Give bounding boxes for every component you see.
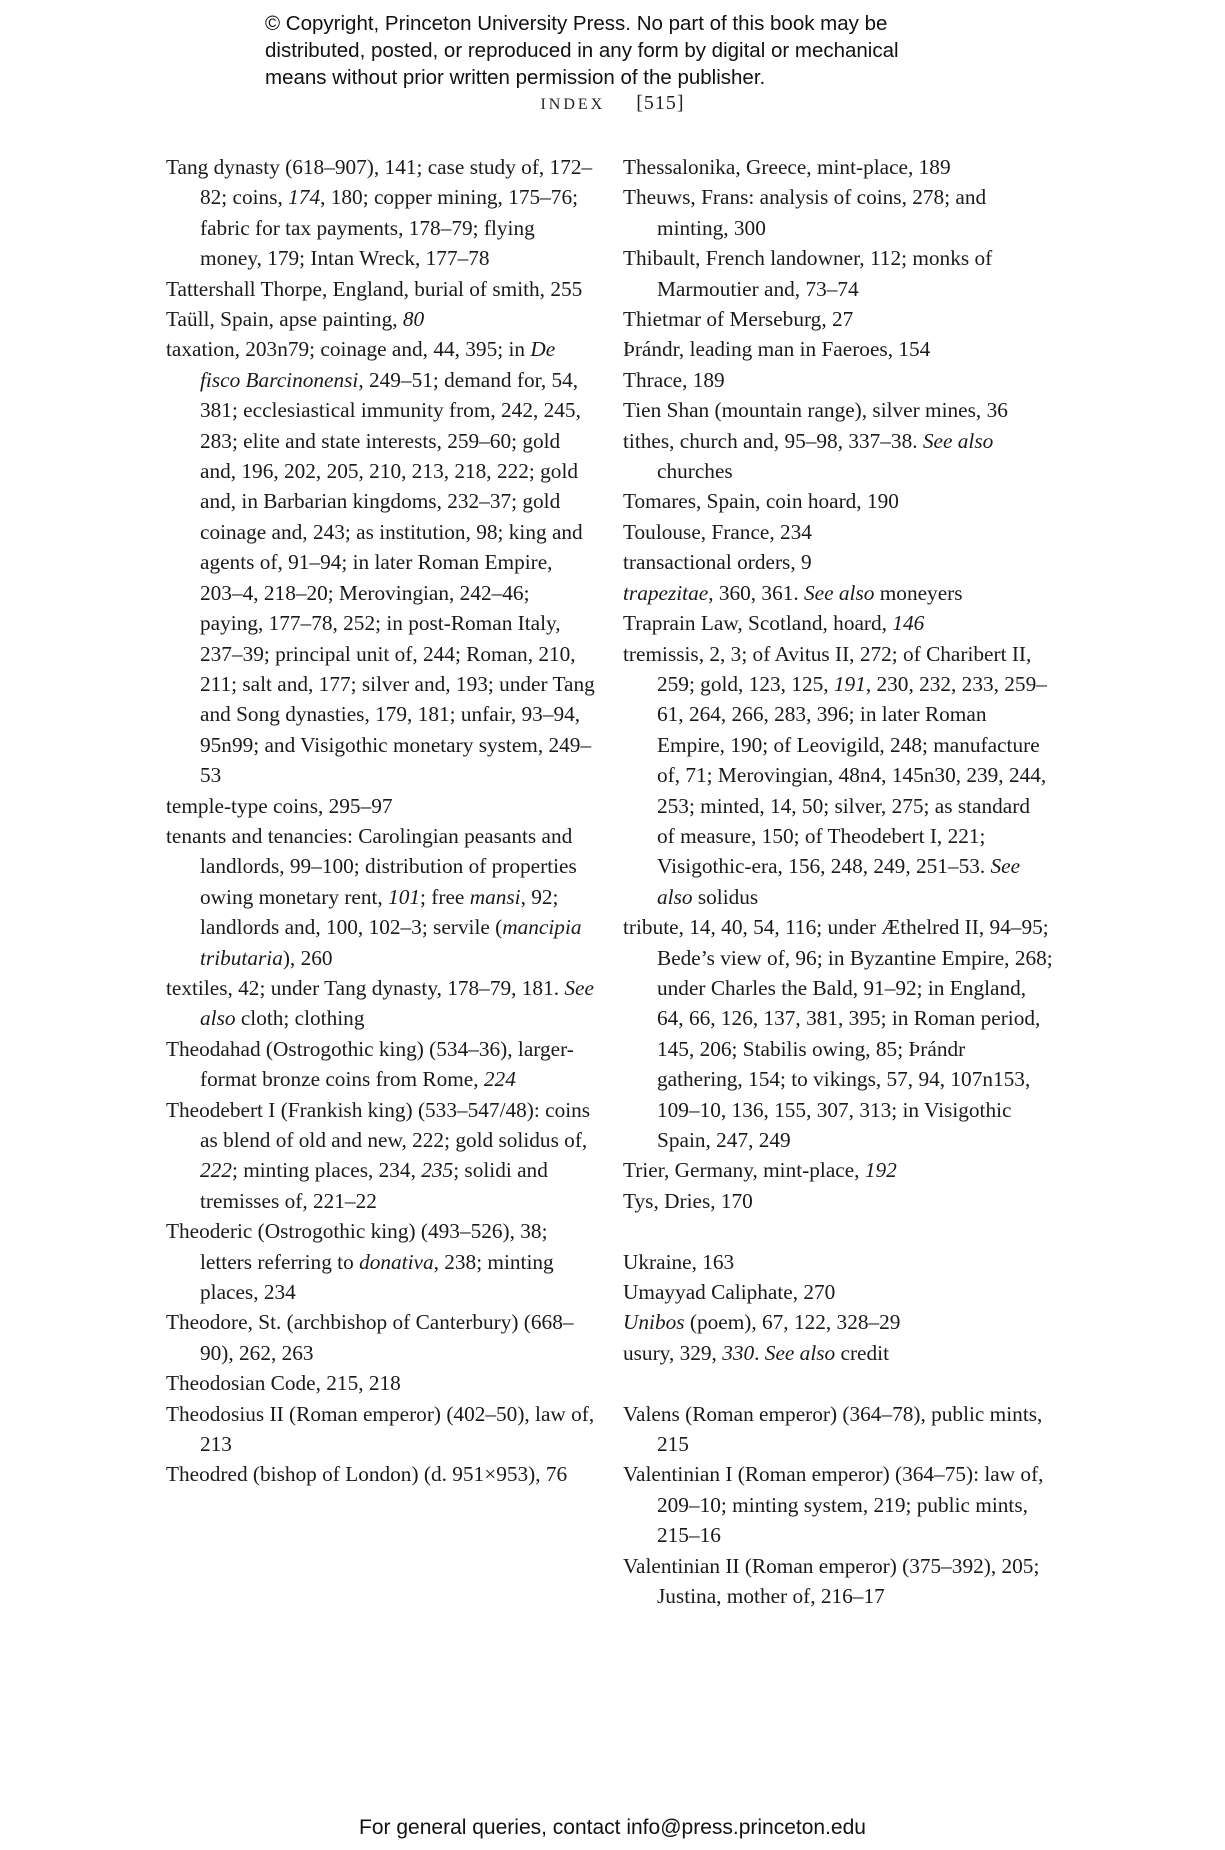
index-entry-text: credit — [835, 1340, 889, 1365]
index-entry-italic-text: 330 — [722, 1340, 755, 1365]
index-entry-text: tenants and tenancies: Carolingian peasants and landlords, 99–100; distribution of properties owing monetary rent, — [166, 823, 577, 909]
index-entry — [623, 243, 1053, 304]
index-entry — [623, 912, 1053, 1155]
index-entry-text: ; solidi and tremisses of, 221–22 — [200, 1158, 548, 1213]
index-column-right — [623, 152, 1053, 1611]
index-entry-text: churches — [657, 459, 733, 484]
copyright-notice — [265, 10, 1025, 91]
index-entry — [623, 1459, 1053, 1550]
index-entry-italic-text: 192 — [864, 1158, 897, 1183]
index-entry — [623, 1247, 1053, 1277]
index-entry-text: Tang dynasty (618–907), 141; case study of, 172–82; coins, — [166, 155, 593, 210]
index-entry — [166, 1307, 596, 1368]
index-entry — [623, 517, 1053, 547]
index-entry — [623, 395, 1053, 425]
index-entry-italic-text: mansi — [469, 884, 521, 909]
index-entry-text: textiles, 42; under Tang dynasty, 178–79, 181. — [166, 975, 565, 1000]
index-entry — [166, 973, 596, 1034]
index-entry-text: Tattershall Thorpe, England, burial of smith, 255 — [166, 276, 583, 301]
index-entry-text: Valens (Roman emperor) (364–78), public mints, 215 — [623, 1401, 1043, 1457]
copyright-line: distributed, posted, or reproduced in any form by digital or mechanical — [265, 39, 899, 62]
letter-group-gap — [623, 1216, 1053, 1246]
index-entry-italic-text: 224 — [483, 1067, 516, 1092]
index-entry-text: tribute, 14, 40, 54, 116; under Æthelred II, 94–95; Bede’s view of, 96; in Byzantine Empire, 268; under Charles the Bald, 91–92; in England, 64, 66, 126, 137, 381, 395; in Roman period, 145, 206; Stabilis owing, 85; Þrándr gathering, 154; to vikings, 57, 94, 107n153, 109–10, 136, 155, 307, 313; in Visigothic Spain, 247, 249 — [623, 915, 1053, 1152]
index-entry-text: Theuws, Frans: analysis of coins, 278; and minting, 300 — [623, 185, 987, 240]
index-entry — [623, 1338, 1053, 1368]
index-entry-text: , 360, 361. — [708, 580, 805, 605]
index-entry-text: tremissis, 2, 3; of Avitus II, 272; of Charibert II, 259; gold, 123, 125, — [623, 641, 1032, 696]
index-entry-text: , 230, 232, 233, 259–61, 264, 266, 283, 396; in later Roman Empire, 190; of Leovigild, 248; manufacture of, 71; Merovingian, 48n4, 145n30, 239, 244, 253; minted, 14, 50; silver, 275; as standard of measure, 150; of Theodebert I, 221; Visigothic-era, 156, 248, 249, 251–53. — [657, 671, 1047, 879]
index-entry-italic-text: See also — [804, 580, 875, 605]
index-entry-text: ), 260 — [282, 945, 333, 970]
index-entry-italic-text: 235 — [421, 1158, 454, 1183]
index-entry — [623, 1277, 1053, 1307]
index-entry — [623, 334, 1053, 364]
index-entry-text: Thibault, French landowner, 112; monks of Marmoutier and, 73–74 — [623, 246, 993, 301]
page-number: [515] — [636, 92, 685, 114]
index-entry-text: Þrándr, leading man in Faeroes, 154 — [623, 337, 931, 362]
index-entry-italic-text: See also — [657, 854, 1021, 909]
index-entry — [166, 1095, 596, 1217]
index-entry-italic-text: donativa — [359, 1249, 434, 1274]
index-entry-text: , 238; minting places, 234 — [200, 1249, 554, 1305]
index-entry-text: Umayyad Caliphate, 270 — [623, 1280, 836, 1305]
index-entry-text: Theodebert I (Frankish king) (533–547/48): coins as blend of old and new, 222; gold solidus of, — [166, 1097, 591, 1152]
index-entry — [623, 182, 1053, 243]
index-entry — [166, 821, 596, 973]
index-entry — [166, 274, 596, 304]
index-entry-text: moneyers — [874, 580, 963, 605]
index-entry — [166, 791, 596, 821]
index-entry — [623, 152, 1053, 182]
index-entry — [166, 1399, 596, 1460]
index-entry — [623, 547, 1053, 577]
index-entry — [623, 1186, 1053, 1216]
index-entry-text: taxation, 203n79; coinage and, 44, 395; in — [166, 337, 531, 362]
index-entry-text: , 92; landlords and, 100, 102–3; servile ( — [200, 884, 559, 940]
index-entry-text: Thietmar of Merseburg, 27 — [623, 307, 854, 332]
index-entry-italic-text: See also — [200, 975, 594, 1031]
index-entry — [623, 639, 1053, 913]
index-entry — [623, 365, 1053, 395]
index-entry-italic-text: 80 — [402, 307, 425, 332]
index-entry — [623, 1399, 1053, 1460]
index-entry — [166, 1459, 596, 1489]
index-entry-italic-text: mancipia tributaria — [200, 915, 582, 970]
index-entry-text: Tys, Dries, 170 — [623, 1188, 753, 1213]
index-entry-text: transactional orders, 9 — [623, 550, 812, 575]
index-entry-text: Theodosius II (Roman emperor) (402–50), law of, 213 — [166, 1401, 595, 1457]
index-entry-text: Thessalonika, Greece, mint-place, 189 — [623, 155, 951, 179]
index-entry-italic-text: 191 — [833, 671, 866, 696]
index-entry — [623, 1155, 1053, 1185]
index-entry-text: Thrace, 189 — [623, 367, 725, 392]
index-entry-italic-text: De fisco Barcinonensi — [200, 337, 556, 392]
index-entry-italic-text: 146 — [892, 611, 925, 636]
index-entry — [623, 578, 1053, 608]
index-entry-text: temple-type coins, 295–97 — [166, 793, 393, 818]
index-entry-text: Theodosian Code, 215, 218 — [166, 1371, 401, 1396]
index-entry — [166, 152, 596, 274]
index-entry — [623, 426, 1053, 487]
index-entry — [623, 304, 1053, 334]
index-entry — [166, 1216, 596, 1307]
running-head — [0, 92, 1225, 115]
index-entry-text: tithes, church and, 95–98, 337–38. — [623, 428, 923, 453]
copyright-line: means without prior written permission of the publisher. — [265, 66, 766, 89]
index-entry — [166, 334, 596, 790]
index-entry-text: Theodred (bishop of London) (d. 951×953), 76 — [166, 1462, 568, 1487]
index-entry-text: Toulouse, France, 234 — [623, 519, 812, 544]
index-entry-text: usury, 329, — [623, 1340, 723, 1365]
index-entry — [166, 304, 596, 334]
index-entry-italic-text: trapezitae — [623, 580, 709, 605]
index-entry — [623, 1307, 1053, 1337]
index-entry-text: Theodahad (Ostrogothic king) (534–36), larger-format bronze coins from Rome, — [166, 1036, 574, 1092]
index-column-left — [166, 152, 596, 1490]
index-entry-text: Taüll, Spain, apse painting, — [166, 307, 403, 332]
index-entry — [166, 1034, 596, 1095]
index-entry-text: . — [754, 1340, 765, 1365]
index-entry-italic-text: Unibos — [623, 1310, 685, 1335]
index-entry-text: , 249–51; demand for, 54, 381; ecclesiastical immunity from, 242, 245, 283; elite and state interests, 259–60; gold and, 196, 202, 205, 210, 213, 218, 222; gold and, in Barbarian kingdoms, 232–37; gold coinage and, 243; as institution, 98; king and agents of, 91–94; in later Roman Empire, 203–4, 218–20; Merovingian, 242–46; paying, 177–78, 252; in post-Roman Italy, 237–39; principal unit of, 244; Roman, 210, 211; salt and, 177; silver and, 193; under Tang and Song dynasties, 179, 181; unfair, 93–94, 95n99; and Visigothic monetary system, 249–53 — [200, 367, 595, 788]
index-entry-text: Trier, Germany, mint-place, — [623, 1158, 865, 1183]
index-entry — [166, 1368, 596, 1398]
footer-contact: For general queries, contact info@press.princeton.edu — [359, 1816, 866, 1839]
index-entry-italic-text: 101 — [388, 884, 421, 909]
index-entry-text: , 180; copper mining, 175–76; fabric for tax payments, 178–79; flying money, 179; Intan Wreck, 177–78 — [200, 185, 579, 271]
index-entry-text: Tomares, Spain, coin hoard, 190 — [623, 489, 899, 514]
index-entry-italic-text: 174 — [288, 185, 321, 210]
letter-group-gap — [623, 1368, 1053, 1398]
index-entry-italic-text: See also — [764, 1340, 836, 1365]
index-entry — [623, 486, 1053, 516]
index-entry-italic-text: See also — [922, 428, 994, 453]
index-entry-text: Theodore, St. (archbishop of Canterbury) (668–90), 262, 263 — [166, 1310, 574, 1365]
index-entry-italic-text: 222 — [200, 1158, 232, 1183]
index-entry-text: cloth; clothing — [235, 1006, 365, 1031]
index-entry-text: Theoderic (Ostrogothic king) (493–526), 38; letters referring to — [166, 1219, 548, 1274]
index-entry-text: Traprain Law, Scotland, hoard, — [623, 611, 893, 636]
index-entry-text: Valentinian II (Roman emperor) (375–392), 205; Justina, mother of, 216–17 — [623, 1553, 1040, 1609]
index-entry-text: Ukraine, 163 — [623, 1249, 735, 1274]
copyright-line: © Copyright, Princeton University Press. No part of this book may be — [265, 12, 888, 35]
index-entry-text: Valentinian I (Roman emperor) (364–75): law of, 209–10; minting system, 219; public mints, 215–16 — [623, 1462, 1044, 1548]
index-entry — [623, 608, 1053, 638]
index-entry — [623, 1551, 1053, 1612]
index-entry-text: ; minting places, 234, — [231, 1158, 422, 1183]
running-head-label: INDEX — [540, 96, 606, 113]
index-entry-text: (poem), 67, 122, 328–29 — [684, 1310, 901, 1335]
index-entry-text: ; free — [420, 884, 470, 909]
index-entry-text: Tien Shan (mountain range), silver mines, 36 — [623, 398, 1008, 423]
index-entry-text: solidus — [692, 884, 759, 909]
